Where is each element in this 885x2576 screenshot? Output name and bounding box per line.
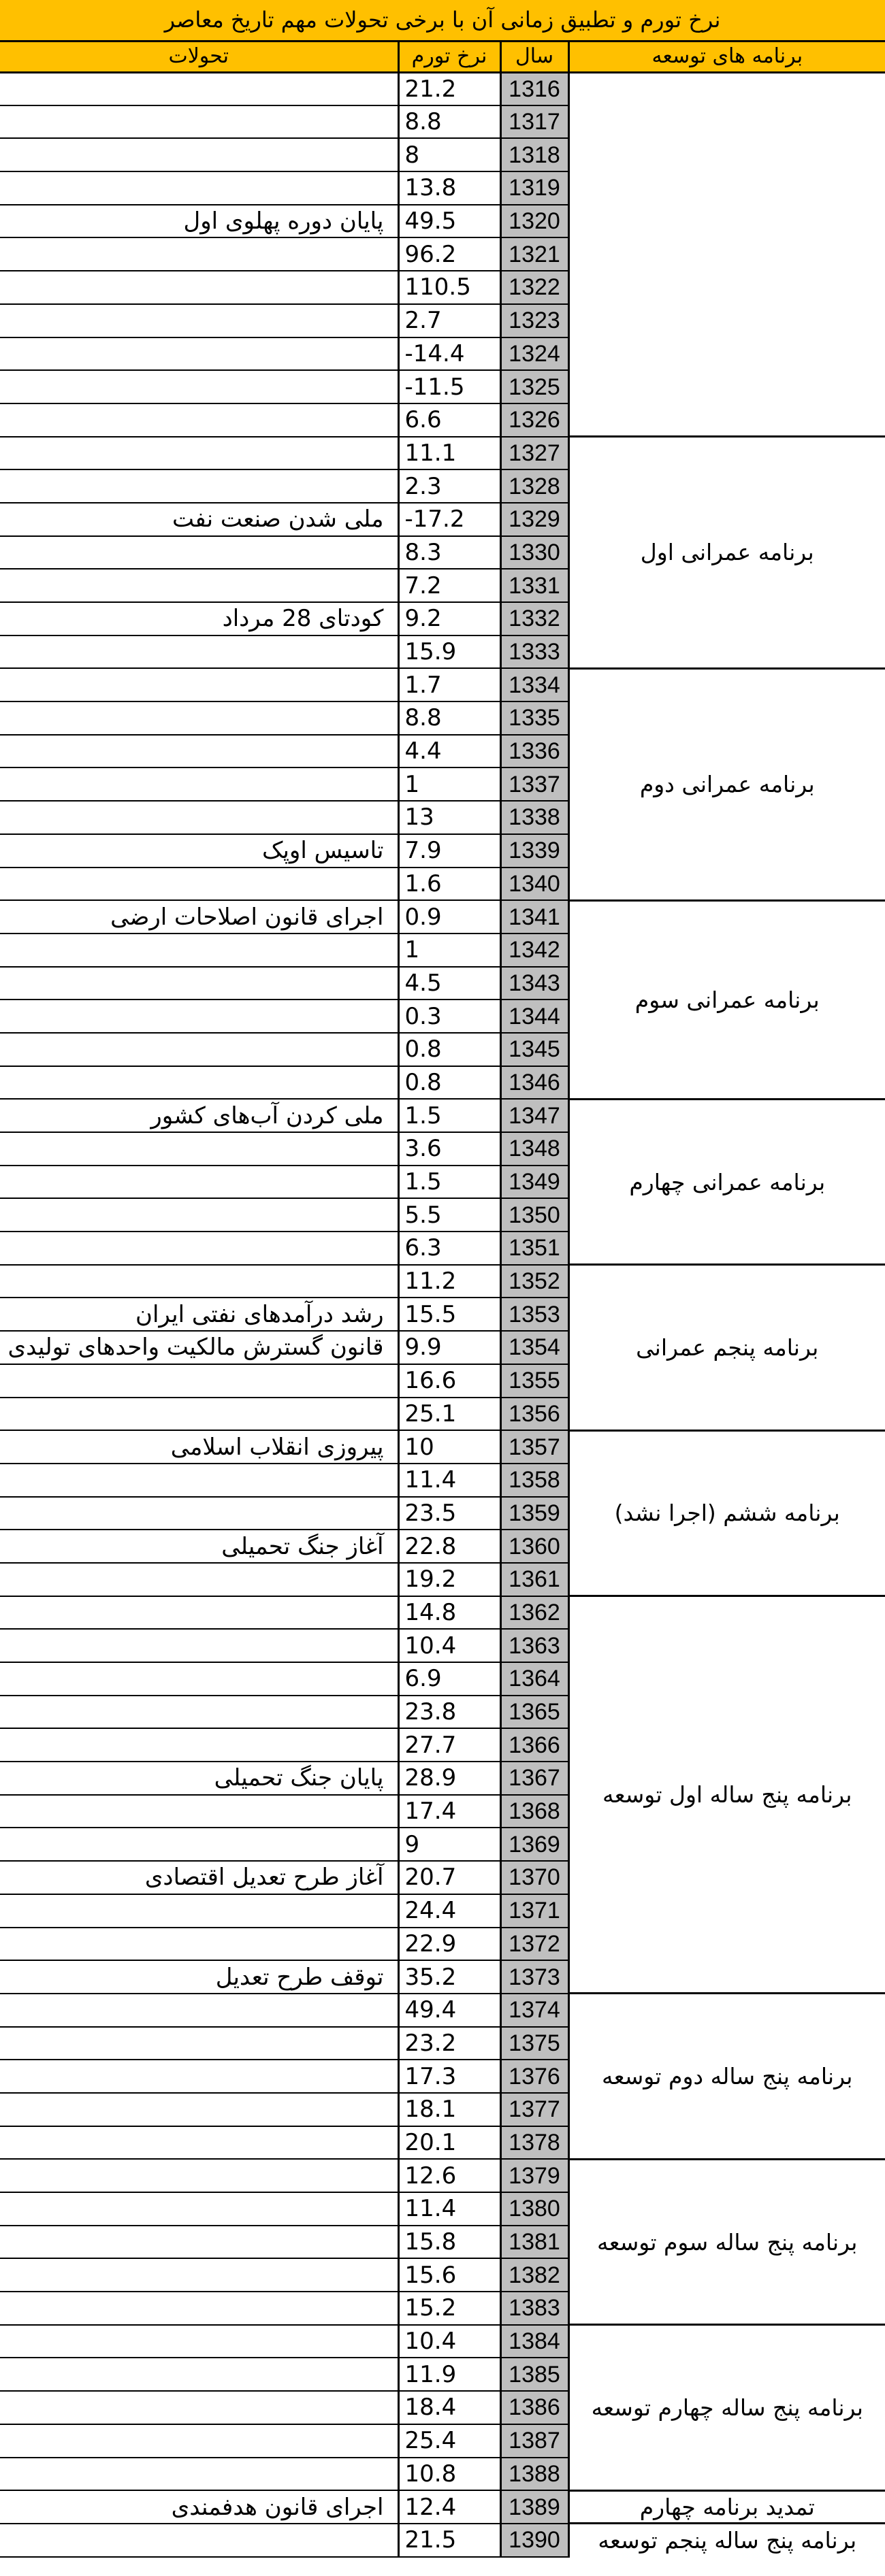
- year-cell: 1368: [500, 1795, 568, 1828]
- table-row: [0, 1994, 885, 2027]
- table-row: [0, 2524, 885, 2557]
- event-cell: [0, 271, 398, 304]
- inflation-cell: 15.9: [398, 635, 500, 669]
- inflation-cell: 15.5: [398, 1298, 500, 1331]
- inflation-cell: 17.3: [398, 2060, 500, 2093]
- year-cell: 1356: [500, 1398, 568, 1431]
- inflation-cell: 21.5: [398, 2524, 500, 2557]
- year-cell: 1317: [500, 105, 568, 139]
- year-cell: 1390: [500, 2524, 568, 2557]
- inflation-cell: 1: [398, 767, 500, 801]
- inflation-cell: 5.5: [398, 1198, 500, 1232]
- event-cell: [0, 2226, 398, 2259]
- inflation-cell: 0.8: [398, 1066, 500, 1100]
- inflation-cell: 11.4: [398, 2192, 500, 2226]
- plan-cell: برنامه پنج ساله پنجم توسعه: [598, 2527, 857, 2554]
- year-cell: 1339: [500, 834, 568, 868]
- inflation-cell: 8.3: [398, 536, 500, 569]
- inflation-cell: 7.9: [398, 834, 500, 868]
- event-cell: [0, 1464, 398, 1497]
- event-cell: [0, 767, 398, 801]
- year-cell: 1354: [500, 1331, 568, 1364]
- inflation-cell: 24.4: [398, 1894, 500, 1928]
- inflation-cell: 22.8: [398, 1530, 500, 1563]
- event-cell: [0, 370, 398, 403]
- table-row: [0, 2325, 885, 2358]
- inflation-cell: 11.1: [398, 437, 500, 470]
- inflation-cell: 1.5: [398, 1099, 500, 1132]
- event-cell: [0, 1000, 398, 1033]
- event-cell: [0, 1596, 398, 1630]
- event-cell: آغاز جنگ تحمیلی: [0, 1530, 398, 1563]
- inflation-cell: 96.2: [398, 237, 500, 271]
- event-cell: تاسیس اوپک: [0, 834, 398, 868]
- inflation-cell: 19.2: [398, 1563, 500, 1596]
- event-cell: [0, 1928, 398, 1961]
- year-cell: 1352: [500, 1265, 568, 1298]
- year-cell: 1385: [500, 2358, 568, 2391]
- table-row: [0, 1430, 885, 1464]
- event-cell: رشد درآمدهای نفتی ایران: [0, 1298, 398, 1331]
- table-row: [0, 668, 885, 701]
- event-cell: [0, 337, 398, 371]
- year-cell: 1350: [500, 1198, 568, 1232]
- year-cell: 1355: [500, 1364, 568, 1398]
- year-cell: 1361: [500, 1563, 568, 1596]
- inflation-cell: 4.5: [398, 967, 500, 1000]
- event-cell: [0, 105, 398, 139]
- event-cell: [0, 2524, 398, 2557]
- year-cell: 1318: [500, 138, 568, 171]
- year-cell: 1376: [500, 2060, 568, 2093]
- year-cell: 1319: [500, 171, 568, 205]
- event-cell: [0, 2292, 398, 2325]
- event-cell: [0, 2159, 398, 2192]
- inflation-cell: 21.2: [398, 72, 500, 105]
- event-cell: [0, 1728, 398, 1762]
- year-cell: 1363: [500, 1629, 568, 1662]
- event-cell: [0, 1033, 398, 1066]
- event-cell: [0, 536, 398, 569]
- year-cell: 1378: [500, 2126, 568, 2160]
- event-cell: [0, 1795, 398, 1828]
- year-cell: 1320: [500, 205, 568, 238]
- year-cell: 1347: [500, 1099, 568, 1132]
- inflation-cell: 17.4: [398, 1795, 500, 1828]
- event-cell: اجرای قانون اصلاحات ارضی: [0, 900, 398, 934]
- year-cell: 1343: [500, 967, 568, 1000]
- year-cell: 1360: [500, 1530, 568, 1563]
- inflation-cell: 12.6: [398, 2159, 500, 2192]
- event-cell: [0, 437, 398, 470]
- year-cell: 1358: [500, 1464, 568, 1497]
- inflation-cell: 9.9: [398, 1331, 500, 1364]
- event-cell: [0, 1198, 398, 1232]
- event-cell: [0, 2126, 398, 2160]
- inflation-cell: 11.2: [398, 1265, 500, 1298]
- year-cell: 1324: [500, 337, 568, 371]
- plan-cell: برنامه پنج ساله سوم توسعه: [568, 2159, 885, 2324]
- year-cell: 1326: [500, 403, 568, 437]
- year-cell: 1327: [500, 437, 568, 470]
- inflation-cell: -11.5: [398, 370, 500, 403]
- event-cell: [0, 1364, 398, 1398]
- plan-cell: [568, 72, 885, 437]
- plan-cell: برنامه ششم (اجرا نشد): [568, 1430, 885, 1596]
- year-cell: 1377: [500, 2093, 568, 2126]
- inflation-cell: 6.9: [398, 1662, 500, 1696]
- plan-cell: برنامه عمرانی چهارم: [568, 1099, 885, 1264]
- inflation-cell: 18.1: [398, 2093, 500, 2126]
- event-cell: پایان دوره پهلوی اول: [0, 205, 398, 238]
- inflation-cell: 20.7: [398, 1861, 500, 1894]
- header-row: [0, 41, 885, 72]
- event-cell: [0, 1629, 398, 1662]
- event-cell: [0, 1696, 398, 1729]
- table-row: [0, 1265, 885, 1298]
- year-cell: 1359: [500, 1497, 568, 1530]
- inflation-cell: 27.7: [398, 1728, 500, 1762]
- event-cell: [0, 934, 398, 967]
- inflation-cell: 20.1: [398, 2126, 500, 2160]
- plan-cell: تمدید برنامه چهارم: [568, 2490, 885, 2524]
- year-cell: 1384: [500, 2325, 568, 2358]
- inflation-cell: 10.8: [398, 2458, 500, 2491]
- inflation-cell: 8: [398, 138, 500, 171]
- table-row: [0, 2159, 885, 2192]
- inflation-cell: 28.9: [398, 1762, 500, 1795]
- event-cell: کودتای 28 مرداد: [0, 602, 398, 635]
- year-cell: 1372: [500, 1928, 568, 1961]
- year-cell: 1369: [500, 1828, 568, 1861]
- year-cell: 1316: [500, 72, 568, 105]
- year-cell: 1351: [500, 1232, 568, 1265]
- year-cell: 1341: [500, 900, 568, 934]
- year-cell: 1333: [500, 635, 568, 669]
- event-cell: [0, 1232, 398, 1265]
- inflation-cell: 7.2: [398, 569, 500, 602]
- table-row: [0, 1099, 885, 1132]
- plan-cell: برنامه عمرانی دوم: [568, 668, 885, 900]
- table-row: [0, 900, 885, 934]
- event-cell: [0, 2325, 398, 2358]
- event-cell: [0, 1398, 398, 1431]
- year-cell: 1345: [500, 1033, 568, 1066]
- table-row: [0, 2490, 885, 2524]
- year-cell: 1387: [500, 2424, 568, 2458]
- event-cell: [0, 1497, 398, 1530]
- inflation-cell: 3.6: [398, 1132, 500, 1166]
- plan-cell: برنامه پنج ساله دوم توسعه: [568, 1994, 885, 2159]
- year-cell: 1374: [500, 1994, 568, 2027]
- event-cell: [0, 701, 398, 735]
- year-cell: 1346: [500, 1066, 568, 1100]
- inflation-cell: 49.5: [398, 205, 500, 238]
- year-cell: 1353: [500, 1298, 568, 1331]
- inflation-header: نرخ تورم: [398, 41, 500, 72]
- year-cell: 1336: [500, 735, 568, 768]
- inflation-cell: 10.4: [398, 1629, 500, 1662]
- table-row: [0, 1596, 885, 1630]
- event-cell: [0, 868, 398, 901]
- year-cell: 1331: [500, 569, 568, 602]
- event-cell: [0, 2258, 398, 2292]
- event-cell: [0, 1265, 398, 1298]
- plan-cell: برنامه پنج ساله اول توسعه: [568, 1596, 885, 1994]
- plan-cell: برنامه عمرانی سوم: [568, 900, 885, 1099]
- event-cell: [0, 2458, 398, 2491]
- event-cell: [0, 2391, 398, 2424]
- inflation-cell: 110.5: [398, 271, 500, 304]
- year-cell: 1366: [500, 1728, 568, 1762]
- event-cell: [0, 2060, 398, 2093]
- inflation-cell: 23.5: [398, 1497, 500, 1530]
- event-cell: [0, 304, 398, 337]
- inflation-cell: 18.4: [398, 2391, 500, 2424]
- event-cell: [0, 2358, 398, 2391]
- inflation-cell: 16.6: [398, 1364, 500, 1398]
- year-cell: 1389: [500, 2490, 568, 2524]
- inflation-cell: 8.8: [398, 701, 500, 735]
- event-cell: [0, 635, 398, 669]
- event-cell: [0, 138, 398, 171]
- event-cell: توقف طرح تعدیل: [0, 1960, 398, 1994]
- inflation-cell: 23.2: [398, 2027, 500, 2060]
- plan-cell: برنامه عمرانی اول: [568, 437, 885, 669]
- inflation-cell: 1.7: [398, 668, 500, 701]
- event-cell: اجرای قانون هدفمندی: [0, 2490, 398, 2524]
- event-cell: پایان جنگ تحمیلی: [0, 1762, 398, 1795]
- event-cell: [0, 2027, 398, 2060]
- plans-header: برنامه های توسعه: [568, 41, 885, 72]
- year-cell: 1340: [500, 868, 568, 901]
- year-cell: 1364: [500, 1662, 568, 1696]
- table-row: [0, 437, 885, 470]
- year-cell: 1383: [500, 2292, 568, 2325]
- event-cell: پیروزی انقلاب اسلامی: [0, 1430, 398, 1464]
- year-cell: 1379: [500, 2159, 568, 2192]
- inflation-cell: 25.4: [398, 2424, 500, 2458]
- year-cell: 1325: [500, 370, 568, 403]
- inflation-cell: 15.6: [398, 2258, 500, 2292]
- year-cell: 1335: [500, 701, 568, 735]
- inflation-cell: 11.9: [398, 2358, 500, 2391]
- year-header: سال: [500, 41, 568, 72]
- year-cell: 1375: [500, 2027, 568, 2060]
- year-cell: 1362: [500, 1596, 568, 1630]
- event-cell: [0, 668, 398, 701]
- year-cell: 1329: [500, 503, 568, 536]
- inflation-cell: 2.3: [398, 469, 500, 503]
- inflation-cell: 9.2: [398, 602, 500, 635]
- event-cell: [0, 1894, 398, 1928]
- event-cell: [0, 569, 398, 602]
- year-cell: 1344: [500, 1000, 568, 1033]
- inflation-cell: 1.5: [398, 1166, 500, 1199]
- inflation-cell: 4.4: [398, 735, 500, 768]
- year-cell: 1337: [500, 767, 568, 801]
- inflation-cell: 22.9: [398, 1928, 500, 1961]
- year-cell: 1388: [500, 2458, 568, 2491]
- event-cell: [0, 469, 398, 503]
- inflation-cell: 13: [398, 801, 500, 834]
- inflation-cell: 0.8: [398, 1033, 500, 1066]
- inflation-cell: 2.7: [398, 304, 500, 337]
- inflation-cell: 35.2: [398, 1960, 500, 1994]
- inflation-cell: 6.6: [398, 403, 500, 437]
- inflation-cell: 49.4: [398, 1994, 500, 2027]
- year-cell: 1349: [500, 1166, 568, 1199]
- event-cell: [0, 2424, 398, 2458]
- year-cell: 1322: [500, 271, 568, 304]
- year-cell: 1342: [500, 934, 568, 967]
- year-cell: 1371: [500, 1894, 568, 1928]
- events-header: تحولات: [0, 41, 398, 72]
- event-cell: [0, 967, 398, 1000]
- year-cell: 1357: [500, 1430, 568, 1464]
- inflation-cell: 23.8: [398, 1696, 500, 1729]
- inflation-cell: 15.8: [398, 2226, 500, 2259]
- event-cell: [0, 1828, 398, 1861]
- event-cell: [0, 171, 398, 205]
- event-cell: [0, 403, 398, 437]
- inflation-cell: 0.9: [398, 900, 500, 934]
- event-cell: [0, 1166, 398, 1199]
- year-cell: 1367: [500, 1762, 568, 1795]
- event-cell: ملی کردن آب‌های کشور: [0, 1099, 398, 1132]
- year-cell: 1380: [500, 2192, 568, 2226]
- event-cell: [0, 2093, 398, 2126]
- year-cell: 1373: [500, 1960, 568, 1994]
- year-cell: 1328: [500, 469, 568, 503]
- event-cell: آغاز طرح تعدیل اقتصادی: [0, 1861, 398, 1894]
- event-cell: [0, 1066, 398, 1100]
- year-cell: 1332: [500, 602, 568, 635]
- event-cell: [0, 2192, 398, 2226]
- inflation-cell: 6.3: [398, 1232, 500, 1265]
- year-cell: 1381: [500, 2226, 568, 2259]
- inflation-cell: 0.3: [398, 1000, 500, 1033]
- inflation-cell: -17.2: [398, 503, 500, 536]
- year-cell: 1370: [500, 1861, 568, 1894]
- inflation-cell: 15.2: [398, 2292, 500, 2325]
- inflation-cell: 10.4: [398, 2325, 500, 2358]
- table-body: [0, 72, 885, 2557]
- event-cell: [0, 735, 398, 768]
- event-cell: قانون گسترش مالکیت واحدهای تولیدی: [0, 1331, 398, 1364]
- table-row: [0, 72, 885, 105]
- event-cell: [0, 1132, 398, 1166]
- event-cell: [0, 801, 398, 834]
- inflation-cell: 14.8: [398, 1596, 500, 1630]
- event-cell: [0, 72, 398, 105]
- event-cell: [0, 1994, 398, 2027]
- inflation-cell: -14.4: [398, 337, 500, 371]
- inflation-cell: 8.8: [398, 105, 500, 139]
- inflation-cell: 12.4: [398, 2490, 500, 2524]
- inflation-cell: 9: [398, 1828, 500, 1861]
- year-cell: 1348: [500, 1132, 568, 1166]
- year-cell: 1321: [500, 237, 568, 271]
- year-cell: 1382: [500, 2258, 568, 2292]
- event-cell: ملی شدن صنعت نفت: [0, 503, 398, 536]
- year-cell: 1338: [500, 801, 568, 834]
- event-cell: [0, 1563, 398, 1596]
- inflation-cell: 1.6: [398, 868, 500, 901]
- inflation-cell: 1: [398, 934, 500, 967]
- year-cell: 1330: [500, 536, 568, 569]
- year-cell: 1323: [500, 304, 568, 337]
- inflation-cell: 10: [398, 1430, 500, 1464]
- title-row: [0, 0, 885, 41]
- year-cell: 1365: [500, 1696, 568, 1729]
- plan-cell: برنامه پنج ساله چهارم توسعه: [568, 2325, 885, 2490]
- year-cell: 1386: [500, 2391, 568, 2424]
- inflation-cell: 25.1: [398, 1398, 500, 1431]
- inflation-cell: 11.4: [398, 1464, 500, 1497]
- plan-cell: برنامه پنجم عمرانی: [568, 1265, 885, 1430]
- inflation-cell: 13.8: [398, 171, 500, 205]
- sheet-title: نرخ تورم و تطبیق زمانی آن با برخی تحولات مهم تاریخ معاصر: [0, 0, 885, 41]
- event-cell: [0, 237, 398, 271]
- year-cell: 1334: [500, 668, 568, 701]
- event-cell: [0, 1662, 398, 1696]
